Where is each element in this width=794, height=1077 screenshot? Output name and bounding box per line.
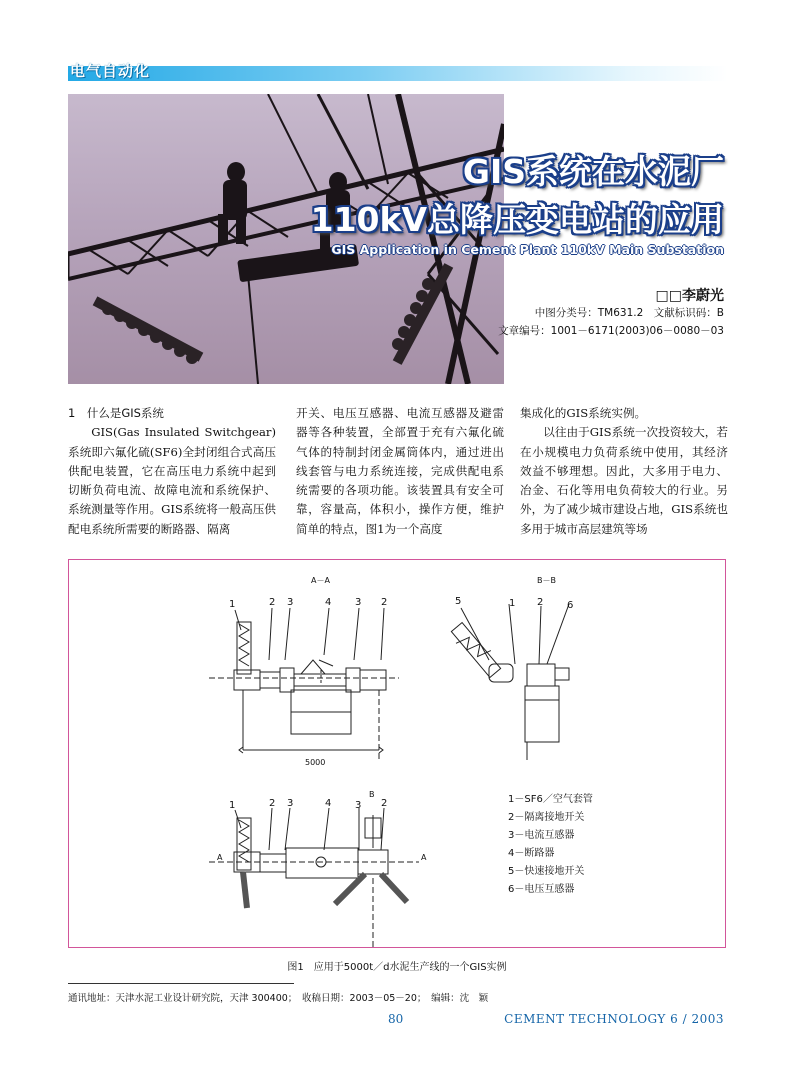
title-line-2: 110kV总降压变电站的应用 [310, 200, 724, 239]
footnote-rule [68, 983, 294, 984]
classification-number: 中图分类号：TM631.2 文献标识码：B [534, 307, 724, 319]
part-number: 1 [229, 599, 236, 610]
section-aa-label: A－A [311, 576, 330, 585]
paragraph: 集成化的GIS系统实例。 [520, 406, 647, 420]
figure-caption: 图1 应用于5000t／d水泥生产线的一个GIS实例 [287, 962, 507, 973]
paragraph: 开关、电压互感器、电流互感器及避雷器等各种装置，全部置于充有六氟化硫气体的特制封闭金属筒体内，通过进出线套管与电力系统连接，完成供配电系统需要的各项功能。该装置具有安全可靠，容量高，体积小，操作方便，维护简单的特点，图1为一个高度 [296, 406, 504, 536]
part-number: 3 [287, 597, 294, 608]
section-title: 电气自动化 [70, 62, 151, 80]
part-number: 4 [325, 597, 332, 608]
part-number: 2 [537, 597, 544, 608]
part-number: 6 [567, 600, 574, 611]
part-number: 1 [509, 598, 516, 609]
section-letter: A [421, 853, 427, 862]
part-number: 4 [325, 798, 332, 809]
footnote: 通讯地址：天津水泥工业设计研究院，天津 300400； 收稿日期：2003－05－20； 编辑：沈 颖 [68, 993, 489, 1004]
part-number: 5 [455, 596, 462, 607]
paragraph: 以往由于GIS系统一次投资较大，若在小规模电力负荷系统中使用，其经济效益不够理想。因此，大多用于电力、冶金、石化等用电负荷较大的行业。另外，为了减少城市建设占地，GIS系统也多用于城市高层建筑等场 [520, 425, 728, 536]
dimension-label: 5000 [305, 758, 326, 767]
page-number: 80 [388, 1012, 404, 1026]
legend-item: 3－电流互感器 [508, 830, 575, 841]
section-letter: A [217, 853, 223, 862]
paragraph: GIS(Gas Insulated Switchgear)系统即六氟化硫(SF6)全封闭组合式高压供配电装置，它在高压电力系统中起到切断负荷电流、故障电流和系统保护、系统测量等作用。GIS系统将一般高压供配电系统所需要的断路器、隔离 [68, 425, 276, 536]
legend-item: 4－断路器 [508, 848, 555, 859]
section-bb-label: B－B [537, 576, 556, 585]
author: □□李蔚光 [655, 288, 724, 304]
english-title: GIS Application in Cement Plant 110kV Main Substation [331, 242, 724, 257]
legend-item: 1－SF6／空气套管 [508, 794, 593, 805]
body-column-3 [520, 404, 728, 539]
legend-item: 5－快速接地开关 [508, 866, 585, 877]
part-number: 3 [355, 800, 362, 811]
figure-frame [68, 559, 726, 948]
article-number: 文章编号：1001－6171(2003)06－0080－03 [498, 325, 724, 337]
part-number: 2 [269, 798, 276, 809]
part-number: 2 [269, 597, 276, 608]
body-column-2 [296, 404, 504, 539]
section-band [68, 66, 728, 81]
part-number: 2 [381, 597, 388, 608]
legend-item: 6－电压互感器 [508, 884, 575, 895]
part-number: 3 [355, 597, 362, 608]
part-number: 3 [287, 798, 294, 809]
journal-name: CEMENT TECHNOLOGY 6 / 2003 [504, 1012, 724, 1026]
body-column-1 [68, 404, 276, 539]
part-number: 2 [381, 798, 388, 809]
title-line-1: GIS系统在水泥厂 [462, 152, 724, 191]
legend-item: 2－隔离接地开关 [508, 812, 585, 823]
section-letter: B [369, 790, 375, 799]
gis-drawing [69, 560, 725, 947]
section-heading: 1 什么是GIS系统 [68, 406, 164, 420]
part-number: 1 [229, 800, 236, 811]
